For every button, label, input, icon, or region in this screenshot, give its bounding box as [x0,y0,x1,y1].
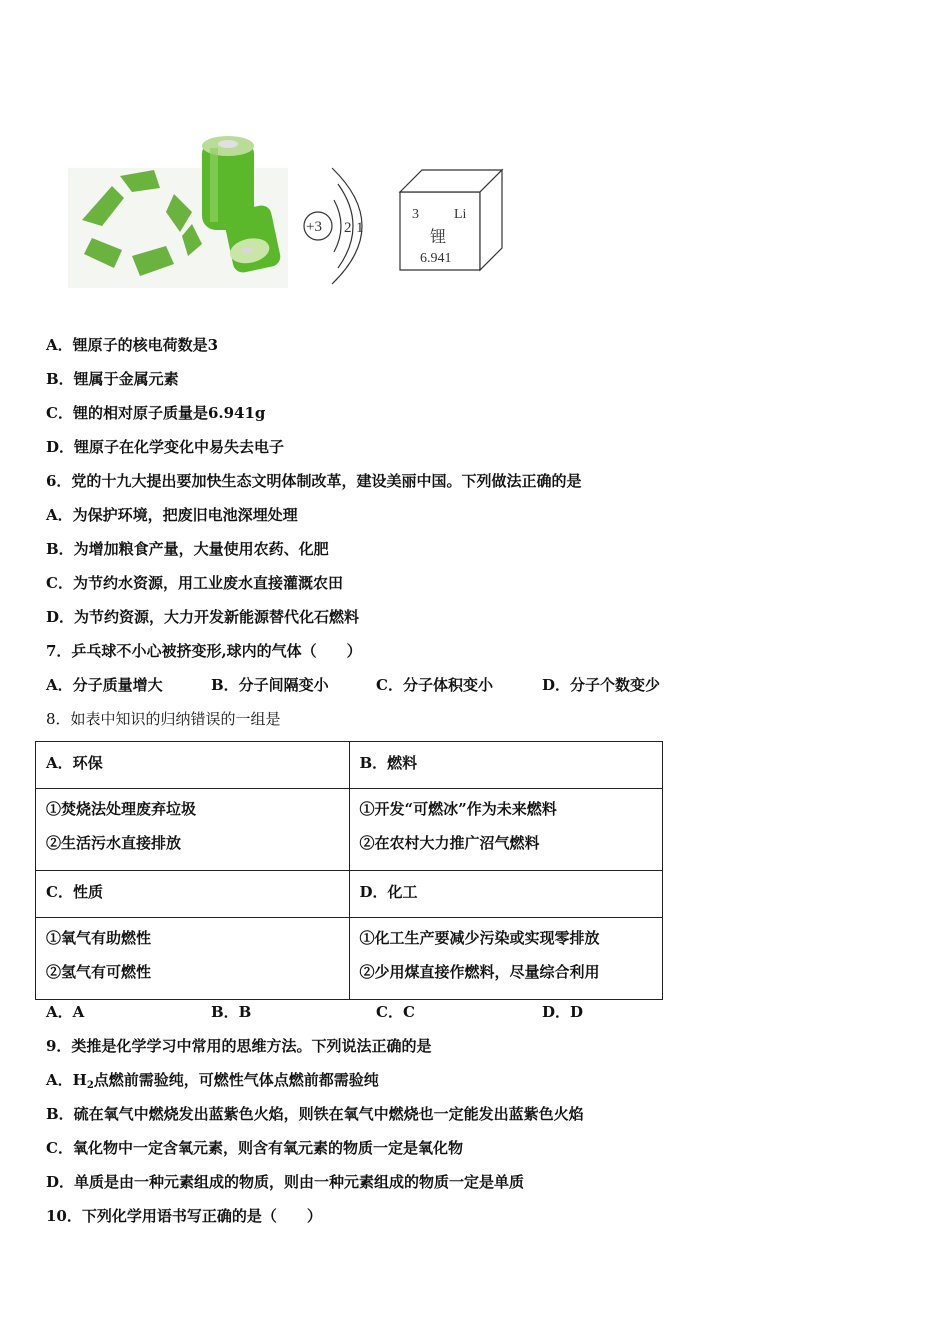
q9-option-a-prefix: A．H [46,1071,87,1089]
element-name: 锂 [430,229,447,246]
q8-stem: 8．如表中知识的归纳错误的一组是 [46,710,281,728]
q7-option-c: C．分子体积变小 [376,676,493,694]
table-item: ①焚烧法处理废弃垃圾 [46,800,197,818]
q9-option-a [46,1070,379,1096]
q6-option-b: B．为增加粮食产量，大量使用农药、化肥 [46,540,329,558]
table-cell-a-body [36,789,350,871]
q6-stem: 6．党的十九大提出要加快生态文明体制改革，建设美丽中国。下列做法正确的是 [46,472,582,490]
q10-stem: 10．下列化学用语书写正确的是（ ） [46,1207,322,1225]
atomic-number: 3 [412,207,419,222]
q5-option-d: D．锂原子在化学变化中易失去电子 [46,438,285,456]
bohr-model-diagram [304,168,364,284]
table-cell-b-body [349,789,663,871]
q7-option-d: D．分子个数变少 [542,676,661,694]
table-item: ②少用煤直接作燃料，尽量综合利用 [359,963,600,981]
element-symbol: Li [454,207,467,222]
q9-option-a-text: 点燃前需验纯，可燃性气体点燃前都需验纯 [93,1071,379,1089]
q8-option-c: C．C [376,1003,415,1021]
q9-stem: 9．类推是化学学习中常用的思维方法。下列说法正确的是 [46,1037,432,1055]
q5-option-c: C．锂的相对原子质量是6.941g [46,404,266,422]
table-item: ②生活污水直接排放 [46,834,182,852]
q7-option-a: A．分子质量增大 [46,676,163,694]
shell-1-electrons: 2 [344,220,352,236]
table-item: ②氢气有可燃性 [46,963,152,981]
atomic-mass: 6.941 [420,251,452,266]
q8-option-d: D．D [542,1003,584,1021]
q7-option-b: B．分子间隔变小 [211,676,329,694]
q6-option-c: C．为节约水资源，用工业废水直接灌溉农田 [46,574,343,592]
table-cell-d-head: D．化工 [349,871,663,918]
q5-option-b: B．锂属于金属元素 [46,370,179,388]
q8-option-a: A．A [46,1003,85,1021]
element-cube-diagram [400,170,502,270]
question-figure [62,128,522,290]
q6-option-d: D．为节约资源，大力开发新能源替代化石燃料 [46,608,360,626]
q9-option-d: D．单质是由一种元素组成的物质，则由一种元素组成的物质一定是单质 [46,1173,525,1191]
table-item: ①化工生产要减少污染或实现零排放 [359,929,600,947]
q8-knowledge-table [35,741,663,1000]
q5-option-a: A．锂原子的核电荷数是3 [46,336,219,354]
q9-option-a-subscript: 2 [86,1080,94,1091]
q8-option-b: B．B [211,1003,252,1021]
table-cell-c-body [36,918,350,1000]
q9-option-b: B．硫在氧气中燃烧发出蓝紫色火焰，则铁在氧气中燃烧也一定能发出蓝紫色火焰 [46,1105,584,1123]
table-item: ①开发“可燃冰”作为未来燃料 [359,800,557,818]
q9-option-c: C．氧化物中一定含氧元素，则含有氧元素的物质一定是氧化物 [46,1139,463,1157]
table-cell-b-head: B．燃料 [349,742,663,789]
table-item: ①氧气有助燃性 [46,929,152,947]
nucleus-charge: +3 [306,219,322,235]
q6-option-a: A．为保护环境，把废旧电池深埋处理 [46,506,298,524]
table-cell-a-head: A．环保 [36,742,350,789]
table-cell-c-head: C．性质 [36,871,350,918]
table-cell-d-body [349,918,663,1000]
shell-2-electrons: 1 [356,220,364,236]
table-item: ②在农村大力推广沼气燃料 [359,834,540,852]
recycle-batteries-image [68,136,288,288]
q7-stem: 7．乒乓球不小心被挤变形,球内的气体（ ） [46,642,362,660]
